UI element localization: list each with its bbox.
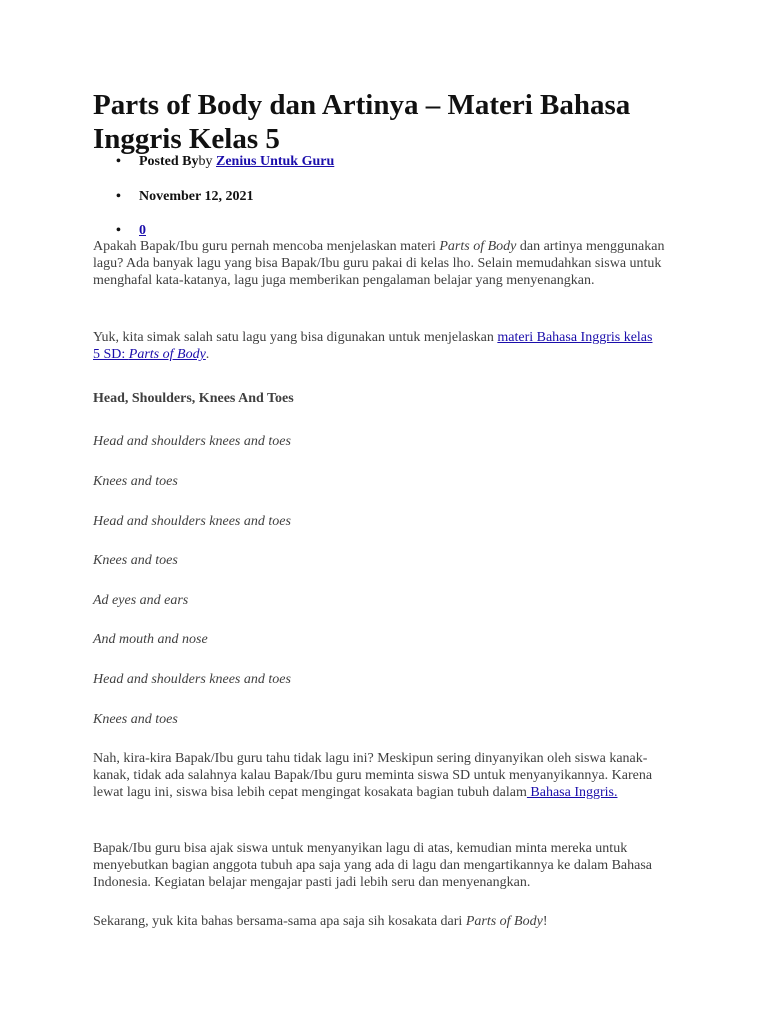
term-parts-of-body: Parts of Body — [465, 914, 543, 929]
paragraph-after-song: Nah, kira-kira Bapak/Ibu guru tahu tidak lagu ini? Meskipun sering dinyanyikan oleh siswa kanak-kanak, tidak ada salahnya kalau Bapak/Ibu guru meminta siswa SD untuk menyanyikannya. Karena lewat lagu ini, siswa bisa lebih cepat mengingat kosakata bagian tubuh dalam Bahasa Inggris. — [93, 751, 653, 800]
lead-paragraph: Yuk, kita simak salah satu lagu yang bisa digunakan untuk menjelaskan materi Bahasa Inggris kelas 5 SD: Parts of Body. — [93, 330, 653, 362]
article-title: Parts of Body dan Artinya – Materi Bahasa Inggris Kelas 5 — [93, 89, 631, 155]
song-line: Ad eyes and ears — [93, 593, 189, 608]
song-line: Knees and toes — [93, 712, 178, 727]
activity-paragraph: Bapak/Ibu guru bisa ajak siswa untuk menyanyikan lagu di atas, kemudian minta mereka untuk menyebutkan bagian anggota tubuh apa saja yang ada di lagu dan mengartikannya ke dalam Bahasa Indonesia. Kegiatan belajar mengajar pasti jadi lebih seru dan menyenangkan. — [93, 841, 653, 890]
bullet-icon: • — [116, 223, 121, 238]
song-line: Knees and toes — [93, 474, 178, 489]
song-line: Head and shoulders knees and toes — [93, 434, 291, 449]
song-line: And mouth and nose — [93, 632, 208, 647]
closing-paragraph: Sekarang, yuk kita bahas bersama-sama apa saja sih kosakata dari Parts of Body! — [93, 914, 548, 929]
bullet-icon: • — [116, 154, 121, 169]
song-line: Knees and toes — [93, 553, 178, 568]
bahasa-inggris-link[interactable]: Bahasa Inggris. — [526, 785, 618, 800]
by-prefix: by — [198, 154, 216, 169]
song-line: Head and shoulders knees and toes — [93, 672, 291, 687]
author-link[interactable]: Zenius Untuk Guru — [216, 154, 335, 169]
intro-paragraph: Apakah Bapak/Ibu guru pernah mencoba menjelaskan materi Parts of Body dan artinya menggunakan lagu? Ada banyak lagu yang bisa Bapak/Ibu guru pakai di kelas lho. Selain memudahkan siswa untuk menghafal kata-katanya, lagu juga memberikan pengalaman belajar yang menyenangkan. — [93, 239, 665, 288]
bullet-icon: • — [116, 189, 121, 204]
term-parts-of-body: Parts of Body — [439, 239, 517, 254]
post-date: November 12, 2021 — [139, 189, 254, 204]
song-title: Head, Shoulders, Knees And Toes — [93, 391, 294, 406]
comments-link[interactable]: 0 — [139, 223, 146, 238]
song-line: Head and shoulders knees and toes — [93, 514, 291, 529]
posted-by-label: Posted By — [139, 154, 199, 169]
materi-link[interactable]: materi Bahasa Inggris kelas 5 SD: Parts of Body — [93, 330, 653, 362]
